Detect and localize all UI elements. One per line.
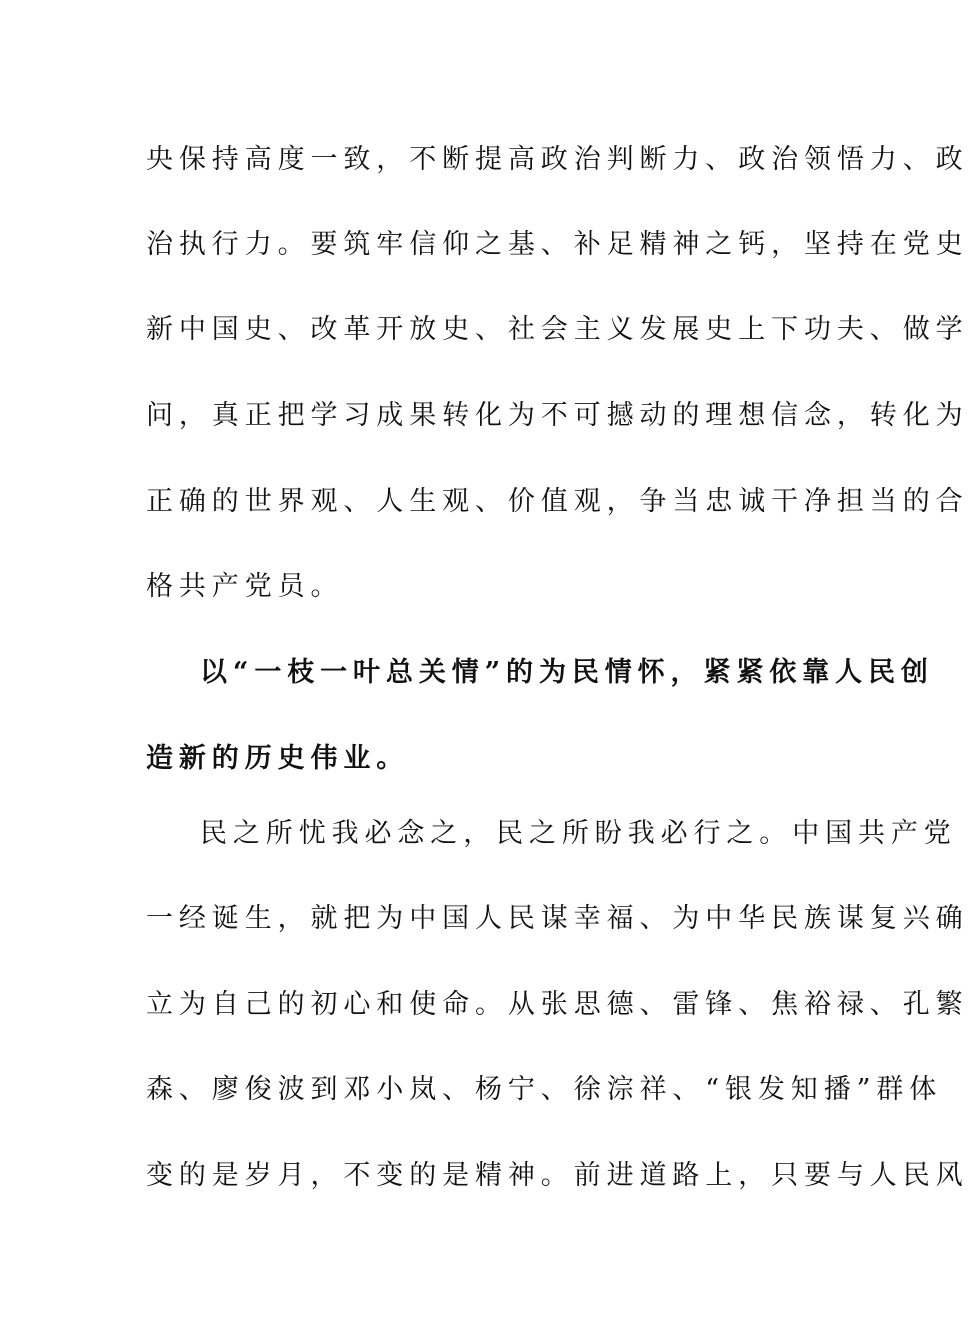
paragraph-line: 变的是岁月，不变的是精神。前进道路上，只要与人民风 <box>146 1160 969 1191</box>
paragraph-line: 格共产党员。 <box>146 571 344 602</box>
section-heading-line: 以“一枝一叶总关情”的为民情怀，紧紧依靠人民创 <box>200 657 934 688</box>
paragraph-line: 治执行力。要筑牢信仰之基、补足精神之钙，坚持在党史 <box>146 229 969 260</box>
paragraph-line: 一经诞生，就把为中国人民谋幸福、为中华民族谋复兴确 <box>146 903 969 934</box>
paragraph-line: 正确的世界观、人生观、价值观，争当忠诚干净担当的合 <box>146 486 969 517</box>
paragraph-line: 央保持高度一致，不断提高政治判断力、政治领悟力、政 <box>146 144 969 175</box>
paragraph-line: 森、廖俊波到邓小岚、杨宁、徐淙祥、“银发知播”群体 <box>146 1074 943 1105</box>
paragraph-line: 问，真正把学习成果转化为不可撼动的理想信念，转化为 <box>146 400 969 431</box>
paragraph-line: 民之所忧我必念之，民之所盼我必行之。中国共产党 <box>200 818 957 849</box>
paragraph-line: 新中国史、改革开放史、社会主义发展史上下功夫、做学 <box>146 314 969 345</box>
paragraph-line: 立为自己的初心和使命。从张思德、雷锋、焦裕禄、孔繁 <box>146 989 969 1020</box>
section-heading-line: 造新的历史伟业。 <box>146 743 410 774</box>
